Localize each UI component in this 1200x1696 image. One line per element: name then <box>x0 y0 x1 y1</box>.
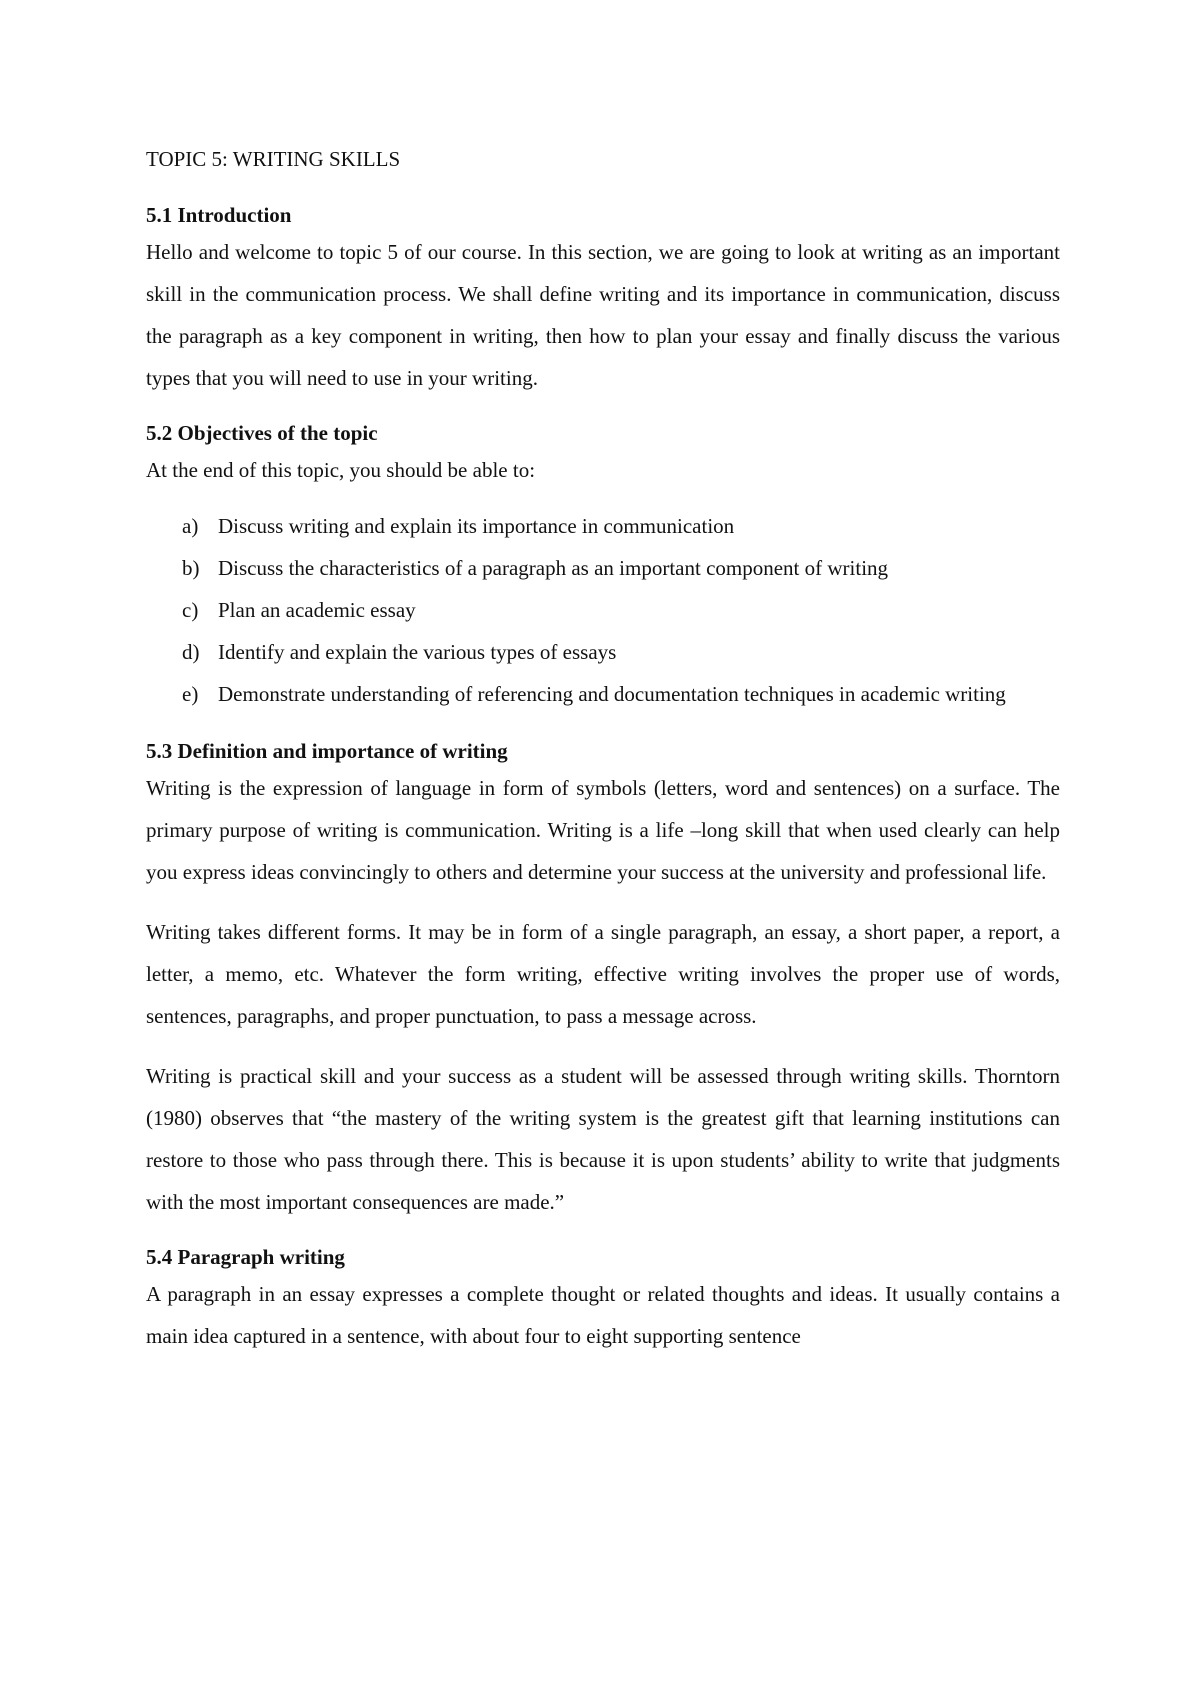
section-definition <box>146 735 1060 1223</box>
objective-text: Plan an academic essay <box>218 598 416 622</box>
objective-item-b <box>182 547 1060 589</box>
section-objectives <box>146 417 1060 715</box>
objective-item-c <box>182 589 1060 631</box>
section-introduction <box>146 199 1060 399</box>
section-paragraph-writing <box>146 1241 1060 1357</box>
objective-marker: e) <box>182 682 199 706</box>
objective-item-a <box>182 505 1060 547</box>
objective-text: Demonstrate understanding of referencing and documentation techniques in academic writing <box>218 682 1006 706</box>
objective-marker: a) <box>182 514 199 538</box>
section-heading-objectives: 5.2 Objectives of the topic <box>146 421 378 445</box>
objective-item-d <box>182 631 1060 673</box>
section-heading-paragraph-writing: 5.4 Paragraph writing <box>146 1245 345 1269</box>
section-heading-definition: 5.3 Definition and importance of writing <box>146 739 508 763</box>
document-title: TOPIC 5: WRITING SKILLS <box>146 147 401 171</box>
objectives-list <box>146 505 1060 715</box>
document-body <box>146 143 1060 1375</box>
objective-marker: b) <box>182 556 200 580</box>
section-heading-introduction: 5.1 Introduction <box>146 203 292 227</box>
paragraph-introduction: Hello and welcome to topic 5 of our course. In this section, we are going to look at writing as an important skill in the communication process. We shall define writing and its importance in communication, discuss the paragraph as a key component in writing, then how to plan your essay and finally discuss the various types that you will need to use in your writing. <box>146 240 1060 390</box>
objectives-intro: At the end of this topic, you should be able to: <box>146 458 536 482</box>
paragraph-paragraph-writing: A paragraph in an essay expresses a complete thought or related thoughts and ideas. It usually contains a main idea captured in a sentence, with about four to eight supporting sentence <box>146 1282 1060 1348</box>
objective-text: Identify and explain the various types of essays <box>218 640 617 664</box>
objective-marker: c) <box>182 598 199 622</box>
paragraph-definition-2: Writing takes different forms. It may be in form of a single paragraph, an essay, a short paper, a report, a letter, a memo, etc. Whatever the form writing, effective writing involves the proper use of words, sentences, paragraphs, and proper punctuation, to pass a message across. <box>146 920 1060 1028</box>
objective-item-e <box>182 673 1060 715</box>
paragraph-definition-1: Writing is the expression of language in form of symbols (letters, word and sentences) on a surface. The primary purpose of writing is communication. Writing is a life –long skill that when used clearly can help you express ideas convincingly to others and determine your success at the university and professional life. <box>146 776 1060 884</box>
objective-text: Discuss the characteristics of a paragraph as an important component of writing <box>218 556 889 580</box>
objective-marker: d) <box>182 640 200 664</box>
paragraph-definition-3: Writing is practical skill and your success as a student will be assessed through writing skills. Thorntorn (1980) observes that “the mastery of the writing system is the greatest gift that learning institutions can restore to those who pass through there. This is because it is upon students’ ability to write that judgments with the most important consequences are made.” <box>146 1064 1060 1214</box>
objective-text: Discuss writing and explain its importance in communication <box>218 514 735 538</box>
